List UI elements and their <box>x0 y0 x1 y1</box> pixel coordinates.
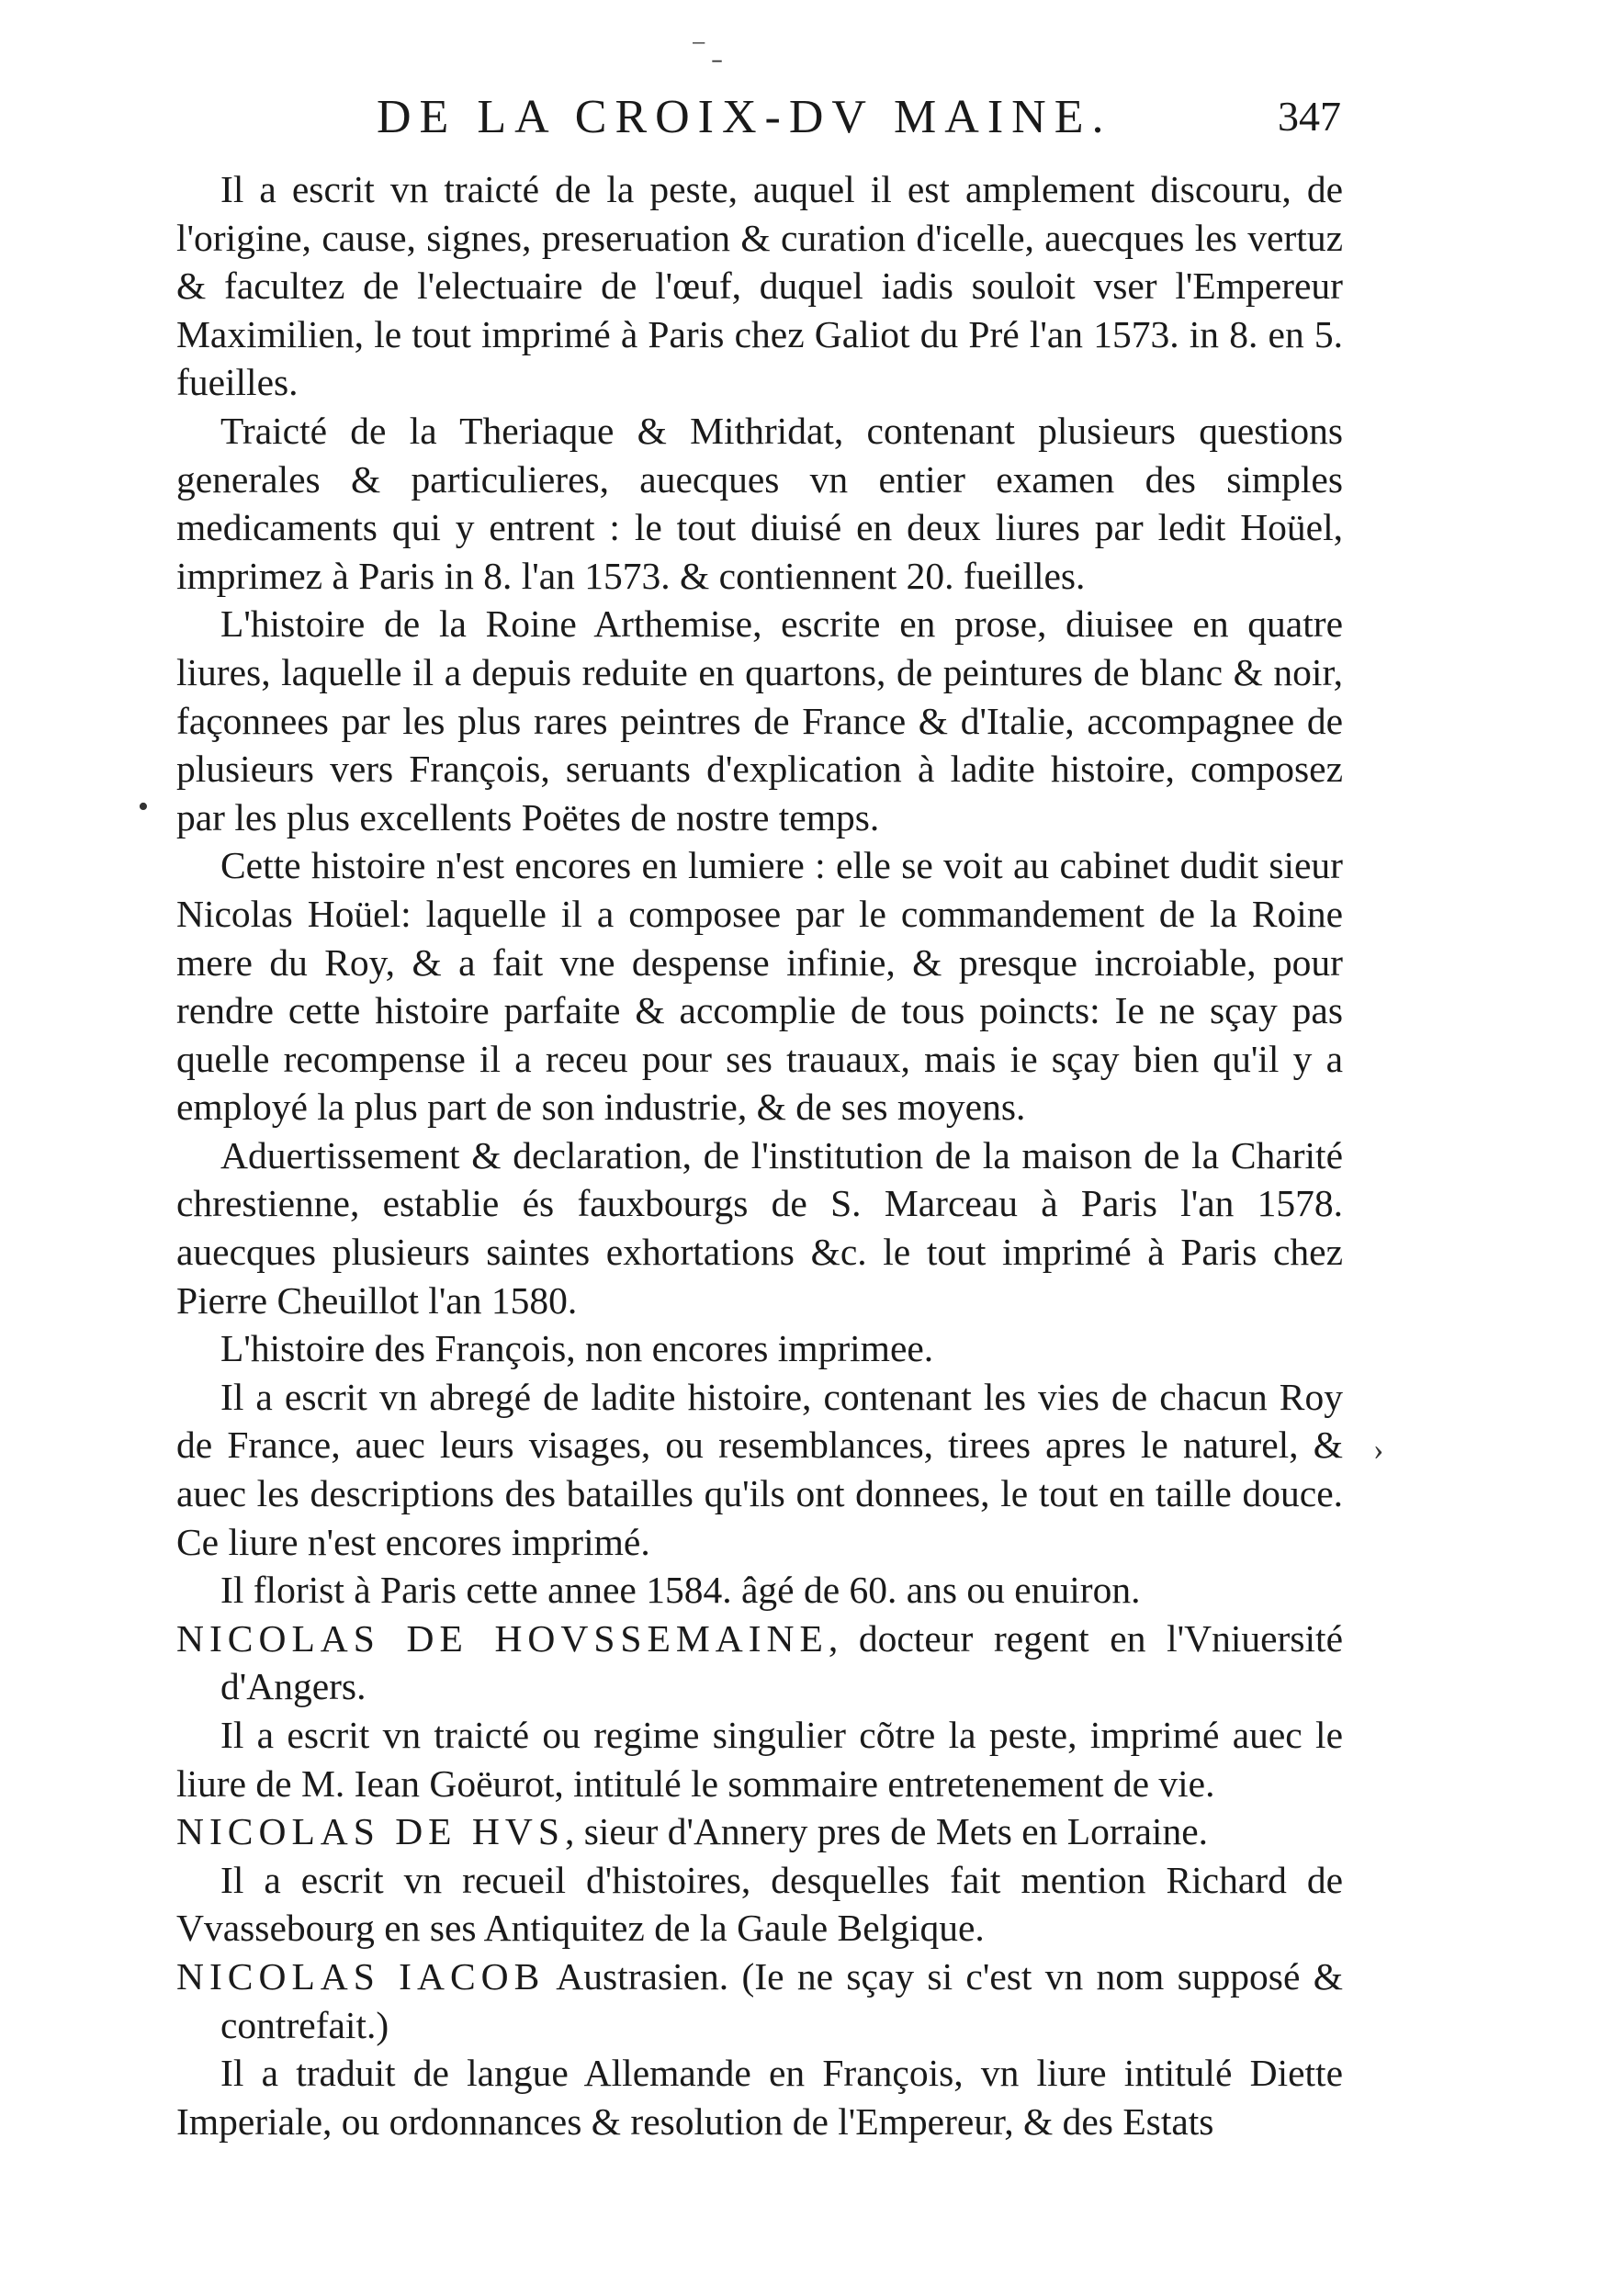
paragraph: Aduertissement & declaration, de l'institution de la maison de la Charité chrestienne, establie és fauxbourgs de S. Marceau à Paris l'an 1578. auecques plusieurs saintes exhortations &c. le tout imprimé à Paris chez Pierre Cheuillot l'an 1580. <box>176 1133 1343 1322</box>
paragraph: Cette histoire n'est encores en lumiere : elle se voit au cabinet dudit sieur Nicolas Hoüel: laquelle il a composee par le commandement de la Roine mere du Roy, & a fait vne despense infinie, & presque incroiable, pour rendre cette histoire parfaite & accomplie de tous poincts: Ie ne sçay pas quelle recompense il a receu pour ses trauaux, mais ie sçay bien qu'il y a employé la plus part de son industrie, & de ses moyens. <box>176 844 1343 1129</box>
stray-dot: • <box>138 790 149 824</box>
body-text <box>176 165 1343 2145</box>
page-number: 347 <box>1278 93 1341 140</box>
page-header <box>175 90 1341 163</box>
entry-text: Austrasien. (Ie ne sçay si c'est vn nom supposé & contrefait.) <box>220 1954 1343 2046</box>
paragraph: L'histoire des François, non encores imprimee. <box>220 1327 934 1370</box>
entry-name: NICOLAS DE HOVSSEMAINE <box>176 1616 829 1660</box>
entry-heading <box>176 1615 1343 1711</box>
paragraph: Il a traduit de langue Allemande en François, vn liure intitulé Diette Imperiale, ou ordonnances & resolution de l'Empereur, & des Estats <box>176 2052 1343 2143</box>
running-title: DE LA CROIX-DV MAINE. <box>377 91 1112 143</box>
stray-mark: › <box>1373 1433 1384 1467</box>
entry-heading <box>176 1953 1343 2049</box>
paragraph: Traicté de la Theriaque & Mithridat, contenant plusieurs questions generales & particulieres, auecques vn entier examen des simples medicaments qui y entrent : le tout diuisé en deux liures par ledit Hoüel, imprimez à Paris in 8. l'an 1573. & contiennent 20. fueilles. <box>176 409 1343 597</box>
entry-name: NICOLAS IACOB <box>176 1954 546 1998</box>
paragraph: Il a escrit vn traicté ou regime singulier cõtre la peste, imprimé auec le liure de M. Iean Goëurot, intitulé le sommaire entretenement de vie. <box>176 1714 1343 1805</box>
entry-text: , sieur d'Annery pres de Mets en Lorraine. <box>564 1810 1209 1853</box>
paragraph: Il a escrit vn recueil d'histoires, desquelles fait mention Richard de Vvassebourg en ses Antiquitez de la Gaule Belgique. <box>176 1858 1343 1950</box>
paragraph: Il florist à Paris cette annee 1584. âgé de 60. ans ou enuiron. <box>220 1569 1141 1612</box>
paragraph: Il a escrit vn traicté de la peste, auquel il est amplement discouru, de l'origine, cause, signes, preseruation & curation d'icelle, auecques les vertuz & facultez de l'electuaire de l'œuf, duquel iadis souloit vser l'Empereur Maximilien, le tout imprimé à Paris chez Galiot du Pré l'an 1573. in 8. en 5. fueilles. <box>176 168 1343 404</box>
paragraph: Il a escrit vn abregé de ladite histoire, contenant les vies de chacun Roy de France, auec leurs visages, ou resemblances, tirees apres le naturel, & auec les descriptions des batailles qu'ils ont donnees, le tout en taille douce. Ce liure n'est encores imprimé. <box>176 1375 1343 1563</box>
stray-mark: ‾ ˗ <box>694 40 723 74</box>
paragraph: L'histoire de la Roine Arthemise, escrite en prose, diuisee en quatre liures, laquelle il a depuis reduite en quartons, de peintures de blanc & noir, façonnees par les plus rares peintres de France & d'Italie, accompagnee de plusieurs vers François, seruants d'explication à ladite histoire, composez par les plus excellents Poëtes de nostre temps. <box>176 602 1343 838</box>
entry-name: NICOLAS DE HVS <box>176 1810 565 1853</box>
entry-heading <box>176 1807 1343 1856</box>
entry-text: , docteur regent en l'Vniuersité d'Angers. <box>220 1616 1343 1708</box>
